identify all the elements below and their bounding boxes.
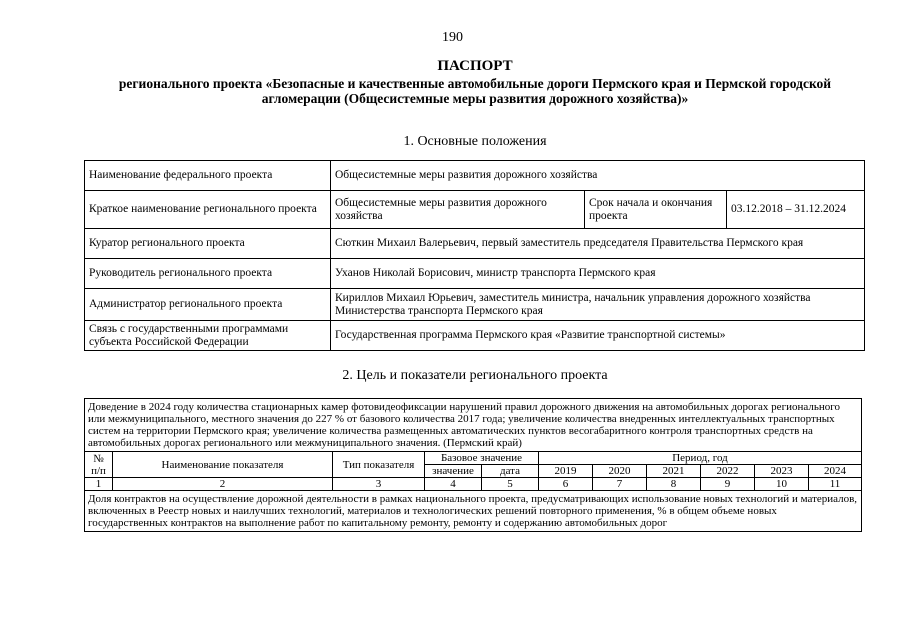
table-row <box>85 289 865 321</box>
table-row <box>85 452 862 465</box>
head-label: Руководитель регионального проекта <box>85 259 331 289</box>
programs-value: Государственная программа Пермского края «Развитие транспортной системы» <box>331 321 865 351</box>
header-year-2019: 2019 <box>539 465 593 478</box>
indicator-text: Доля контрактов на осуществление дорожной деятельности в рамках национального проекта, предусматривающих использование новых технологий и материалов, включенных в Реестр новых и наилучших технологий, материалов и технологических решений повторного применения, % в общем объеме новых государственных контрактов на выполнение работ по капитальному ремонту, ремонту и содержанию автомобильных дорог <box>85 491 862 532</box>
table-row <box>85 191 865 229</box>
term-label: Срок начала и окончания проекта <box>585 191 727 229</box>
federal-project-label: Наименование федерального проекта <box>85 161 331 191</box>
header-base-date: дата <box>482 465 539 478</box>
column-number: 9 <box>701 478 755 491</box>
curator-value: Сюткин Михаил Валерьевич, первый заместитель председателя Правительства Пермского края <box>331 229 865 259</box>
document-subtitle: регионального проекта «Безопасные и качественные автомобильные дороги Пермского края и Пермской городской агломерации (Общесистемные меры развития дорожного хозяйства)» <box>118 76 832 106</box>
header-year-2021: 2021 <box>647 465 701 478</box>
header-year-2022: 2022 <box>701 465 755 478</box>
column-number: 3 <box>333 478 425 491</box>
header-year-2023: 2023 <box>755 465 809 478</box>
table-row <box>85 399 862 452</box>
column-number-row <box>85 478 862 491</box>
short-name-label: Краткое наименование регионального проекта <box>85 191 331 229</box>
section-1-heading: 1. Основные положения <box>403 134 547 149</box>
short-name-value: Общесистемные меры развития дорожного хозяйства <box>331 191 585 229</box>
header-type: Тип показателя <box>333 452 425 478</box>
header-num: № п/п <box>85 452 113 478</box>
term-value: 03.12.2018 – 31.12.2024 <box>727 191 865 229</box>
header-base: Базовое значение <box>425 452 539 465</box>
indicators-table <box>84 398 862 532</box>
column-number: 10 <box>755 478 809 491</box>
column-number: 11 <box>809 478 862 491</box>
header-period: Период, год <box>539 452 862 465</box>
header-year-2024: 2024 <box>809 465 862 478</box>
federal-project-value: Общесистемные меры развития дорожного хозяйства <box>331 161 865 191</box>
table-row <box>85 321 865 351</box>
goal-text: Доведение в 2024 году количества стационарных камер фотовидеофиксации нарушений правил дорожного движения на автомобильных дорогах регионального или межмуниципального, местного значения до 227 % от базового количества 2017 года; увеличение количества внедренных интеллектуальных транспортных систем на территории Пермского края; увеличение количества размещенных автоматических пунктов весогабаритного контроля транспортных средств на автомобильных дорогах регионального или межмуниципального значения. (Пермский край) <box>85 399 862 452</box>
basic-info-table <box>84 160 865 351</box>
table-row <box>85 491 862 532</box>
column-number: 4 <box>425 478 482 491</box>
column-number: 1 <box>85 478 113 491</box>
table-row <box>85 259 865 289</box>
curator-label: Куратор регионального проекта <box>85 229 331 259</box>
admin-label: Администратор регионального проекта <box>85 289 331 321</box>
column-number: 2 <box>113 478 333 491</box>
table-row <box>85 229 865 259</box>
header-base-value: значение <box>425 465 482 478</box>
column-number: 7 <box>593 478 647 491</box>
column-number: 5 <box>482 478 539 491</box>
programs-label: Связь с государственными программами субъекта Российской Федерации <box>85 321 331 351</box>
header-year-2020: 2020 <box>593 465 647 478</box>
page-number: 190 <box>442 30 463 45</box>
section-2-heading: 2. Цель и показатели регионального проекта <box>342 368 608 383</box>
document-title: ПАСПОРТ <box>437 58 513 74</box>
table-row <box>85 161 865 191</box>
column-number: 8 <box>647 478 701 491</box>
header-name: Наименование показателя <box>113 452 333 478</box>
column-number: 6 <box>539 478 593 491</box>
head-value: Уханов Николай Борисович, министр транспорта Пермского края <box>331 259 865 289</box>
admin-value: Кириллов Михаил Юрьевич, заместитель министра, начальник управления дорожного хозяйства Министерства транспорта Пермского края <box>331 289 865 321</box>
